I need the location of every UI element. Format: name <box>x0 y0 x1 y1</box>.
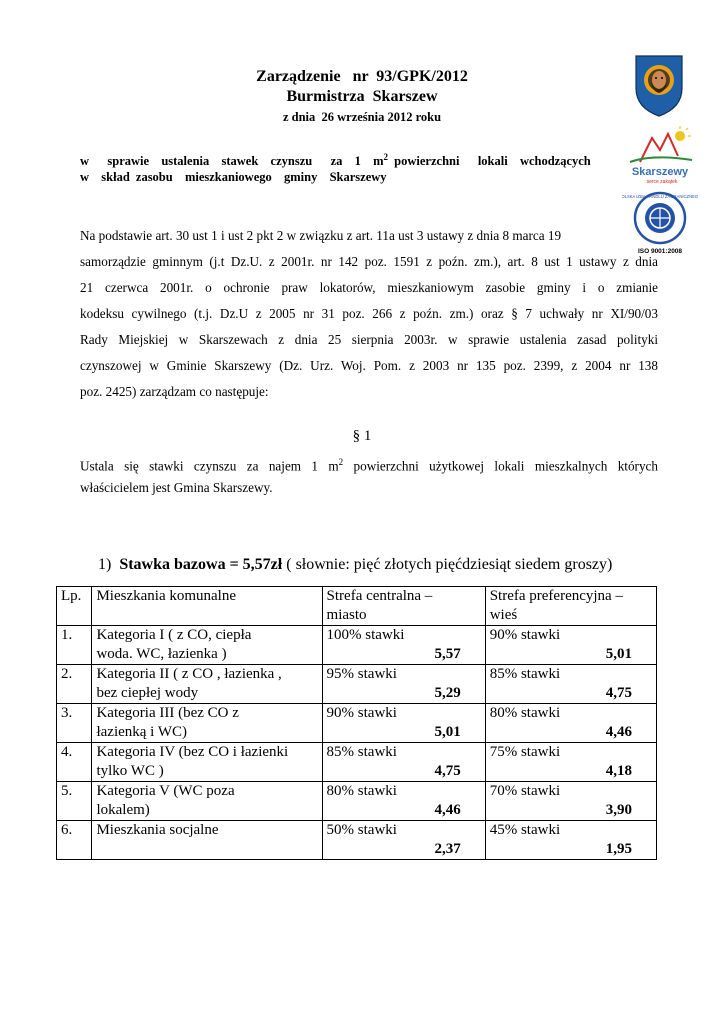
header-lp: Lp. <box>57 587 92 626</box>
central-rate: 4,75 <box>434 763 461 779</box>
central-rate: 5,57 <box>434 646 461 662</box>
preferential-percent: 85% stawki <box>489 666 561 682</box>
housing-category: Kategoria III (bez CO z łazienką i WC) <box>92 704 322 743</box>
row-number: 3. <box>57 704 92 743</box>
central-percent: 95% stawki <box>326 666 397 682</box>
preferential-percent: 80% stawki <box>489 705 561 721</box>
rate-paragraph <box>80 449 658 501</box>
table-row <box>57 782 657 821</box>
central-zone-cell <box>322 782 485 821</box>
logos-graphic <box>622 50 698 310</box>
iso-certificate-icon <box>622 193 698 255</box>
document-date: z dnia 26 września 2012 roku <box>282 110 442 124</box>
preferential-rate: 4,46 <box>605 724 632 740</box>
paragraph-text-a: Ustala się stawki czynszu za najem 1 m <box>80 458 339 474</box>
paragraph-line: Na podstawie art. 30 ust 1 i ust 2 pkt 2 w związku z art. 11a ust 3 ustawy z dnia 8 marca 19 <box>80 228 562 243</box>
skarszewy-logo-icon <box>630 126 692 185</box>
paragraph-line: poz. 2425) zarządzam co następuje: <box>80 384 269 399</box>
central-rate: 5,29 <box>434 685 461 701</box>
table-row <box>57 743 657 782</box>
subject-line-1 <box>80 152 591 169</box>
housing-category: Kategoria II ( z CO , łazienka , bez ciepłej wody <box>92 665 322 704</box>
table-row <box>57 665 657 704</box>
central-percent: 100% stawki <box>326 627 405 643</box>
logos-column <box>622 50 698 315</box>
central-zone-cell <box>322 704 485 743</box>
header-housing: Mieszkania komunalne <box>92 587 322 626</box>
heading-number: 1) <box>98 556 112 573</box>
paragraph-line: samorządzie gminnym (j.t Dz.U. z 2001r. nr 142 poz. 1591 z poźn. zm.), art. 8 ust 1 ustawy z dnia <box>80 254 658 269</box>
paragraph-line: kodeksu cywilnego (t.j. Dz.U z 2005 nr 31 poz. 266 z poźn. zm.) oraz § 7 uchwały nr XI/90/03 <box>80 306 658 321</box>
preferential-zone-cell <box>485 782 656 821</box>
cert-caption: ISO 9001:2008 <box>637 248 683 255</box>
paragraph-line: czynszowej w Gminie Skarszewy (Dz. Urz. Woj. Pom. z 2003 nr 135 poz. 2399, z 2004 nr 138 <box>80 358 658 373</box>
table-row <box>57 704 657 743</box>
preferential-zone-cell <box>485 821 656 860</box>
housing-category: Kategoria IV (bez CO i łazienki tylko WC ) <box>92 743 322 782</box>
paragraph-line: Rady Miejskiej w Skarszewach z dnia 25 sierpnia 2003r. w sprawie ustalenia zasad polityki <box>80 332 658 347</box>
preferential-rate: 3,90 <box>605 802 632 818</box>
paragraph-text-b: powierzchni użytkowej lokali mieszkalnych których <box>343 458 658 474</box>
central-rate: 5,01 <box>434 724 461 740</box>
central-percent: 80% stawki <box>326 783 397 799</box>
preferential-percent: 70% stawki <box>489 783 561 799</box>
central-percent: 85% stawki <box>326 744 397 760</box>
base-rate-value: Stawka bazowa = 5,57zł <box>119 556 283 573</box>
central-zone-cell <box>322 665 485 704</box>
legal-basis-paragraph <box>80 223 658 405</box>
central-percent: 50% stawki <box>326 822 397 838</box>
central-zone-cell <box>322 743 485 782</box>
section-mark: § 1 <box>352 428 372 444</box>
skarszewy-logo-text: Skarszewy <box>631 166 689 178</box>
document-issuer: Burmistrza Skarszew <box>286 88 438 105</box>
central-zone-cell <box>322 821 485 860</box>
housing-category: Mieszkania socjalne <box>92 821 322 860</box>
subject-line-2: w skład zasobu mieszkaniowego gminy Skarszewy <box>80 170 387 184</box>
preferential-rate: 1,95 <box>605 841 632 857</box>
row-number: 4. <box>57 743 92 782</box>
preferential-rate: 4,75 <box>605 685 632 701</box>
skarszewy-logo-tagline: serce zakątek <box>646 179 678 185</box>
row-number: 6. <box>57 821 92 860</box>
preferential-rate: 4,18 <box>605 763 632 779</box>
paragraph-line: 21 czerwca 2001r. o ochronie praw lokatorów, mieszkaniowym zasobie gminy i o zmianie <box>80 280 658 295</box>
preferential-zone-cell <box>485 743 656 782</box>
base-rate-heading <box>98 556 612 574</box>
paragraph-superscript: 2 <box>338 457 344 467</box>
header-preferential-zone: Strefa preferencyjna – wieś <box>485 587 656 626</box>
cert-ring-text: POLSKA IZBA HANDLU ZAGRANICZNEGO <box>622 194 698 199</box>
header-central-zone: Strefa centralna – miasto <box>322 587 485 626</box>
rates-table <box>56 586 657 860</box>
preferential-rate: 5,01 <box>605 646 632 662</box>
row-number: 1. <box>57 626 92 665</box>
subject-text-b: powierzchni lokali wchodzących <box>388 154 591 169</box>
subject-superscript: 2 <box>383 152 389 162</box>
preferential-percent: 45% stawki <box>489 822 561 838</box>
subject-text-a: w sprawie ustalenia stawek czynszu za 1 m <box>80 154 384 169</box>
row-number: 2. <box>57 665 92 704</box>
table-row <box>57 821 657 860</box>
coat-of-arms-icon <box>636 56 682 116</box>
central-percent: 90% stawki <box>326 705 397 721</box>
housing-category: Kategoria I ( z CO, ciepła woda. WC, łazienka ) <box>92 626 322 665</box>
base-rate-words: ( słownie: pięć złotych pięćdziesiąt siedem groszy) <box>282 556 613 573</box>
table-row <box>57 626 657 665</box>
table-header-row <box>57 587 657 626</box>
central-zone-cell <box>322 626 485 665</box>
row-number: 5. <box>57 782 92 821</box>
housing-category: Kategoria V (WC poza lokalem) <box>92 782 322 821</box>
paragraph-line: właścicielem jest Gmina Skarszewy. <box>80 480 273 495</box>
preferential-zone-cell <box>485 626 656 665</box>
central-rate: 4,46 <box>434 802 461 818</box>
preferential-percent: 90% stawki <box>489 627 561 643</box>
document-title: Zarządzenie nr 93/GPK/2012 <box>256 68 468 85</box>
preferential-percent: 75% stawki <box>489 744 561 760</box>
preferential-zone-cell <box>485 665 656 704</box>
preferential-zone-cell <box>485 704 656 743</box>
central-rate: 2,37 <box>434 841 461 857</box>
paragraph-line <box>80 449 658 475</box>
